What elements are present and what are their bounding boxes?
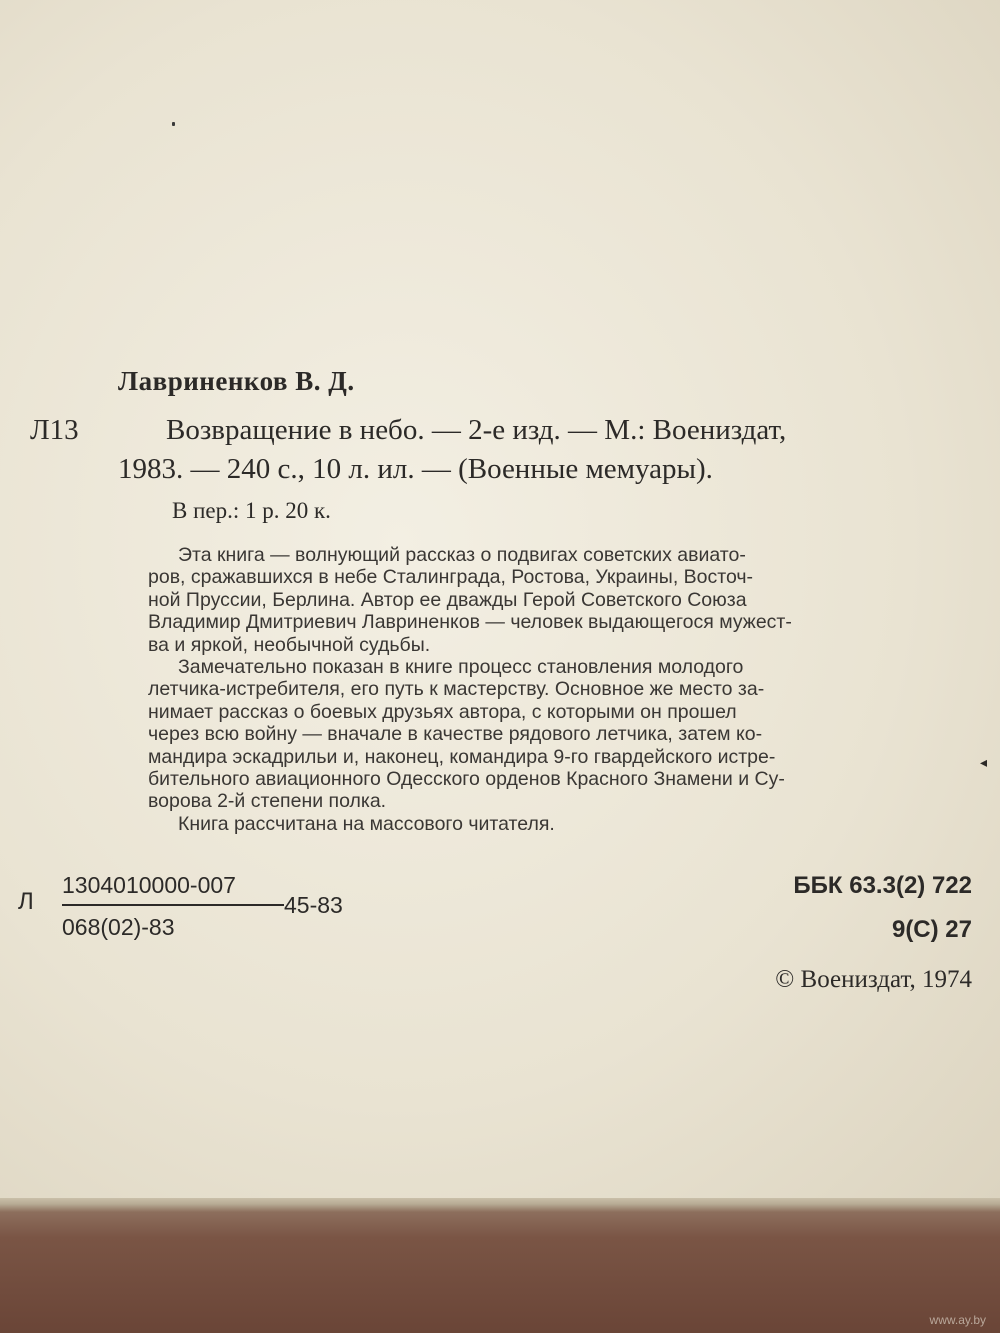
index-denominator: 068(02)-83 bbox=[62, 914, 175, 940]
annotation bbox=[148, 544, 968, 835]
annotation-paragraph-2 bbox=[148, 656, 968, 813]
shelfmark-code: Л13 bbox=[30, 414, 79, 446]
index-suffix: 45-83 bbox=[284, 892, 343, 918]
title-line-2: 1983. — 240 с., 10 л. ил. — (Военные мемуары). bbox=[118, 453, 713, 485]
annotation-line: нимает рассказ о боевых друзьях автора, с которыми он прошел bbox=[148, 700, 737, 723]
annotation-line: Эта книга — волнующий рассказ о подвигах советских авиато- bbox=[178, 544, 746, 566]
index-letter: Л bbox=[18, 888, 34, 915]
annotation-line: Замечательно показан в книге процесс становления молодого bbox=[178, 656, 744, 679]
index-numerator: 1304010000-007 bbox=[62, 872, 236, 898]
bbk-code: ББК 63.3(2) 722 bbox=[793, 872, 972, 899]
ink-speck bbox=[172, 122, 175, 126]
author-name: Лавриненков В. Д. bbox=[118, 366, 355, 396]
annotation-paragraph-3 bbox=[178, 813, 968, 835]
bbk-code-2: 9(С) 27 bbox=[891, 916, 972, 943]
title-line-1: Возвращение в небо. — 2-е изд. — М.: Воениздат, bbox=[166, 414, 787, 446]
annotation-paragraph-1 bbox=[148, 544, 968, 656]
annotation-line: ной Пруссии, Берлина. Автор ее дважды Герой Советского Союза bbox=[148, 588, 747, 611]
annotation-line: через всю войну — вначале в качестве рядового летчика, затем ко- bbox=[148, 723, 763, 746]
watermark: www.ay.by bbox=[929, 1313, 986, 1327]
book-cover-edge bbox=[0, 1198, 1000, 1333]
annotation-line: ров, сражавшихся в небе Сталинграда, Ростова, Украины, Восточ- bbox=[148, 566, 754, 589]
price-line: В пер.: 1 р. 20 к. bbox=[172, 498, 331, 523]
copyright-line: © Воениздат, 1974 bbox=[775, 966, 972, 993]
fraction-line bbox=[62, 904, 284, 906]
annotation-line: бительного авиационного Одесского орденов Красного Знамени и Су- bbox=[148, 768, 785, 791]
annotation-line: Владимир Дмитриевич Лавриненков — человек выдающегося мужест- bbox=[148, 611, 792, 634]
annotation-line: ва и яркой, необычной судьбы. bbox=[148, 633, 431, 656]
annotation-line: ворова 2-й степени полка. bbox=[148, 790, 387, 813]
margin-mark: ◂ bbox=[980, 754, 988, 770]
annotation-line: Книга рассчитана на массового читателя. bbox=[178, 812, 555, 835]
annotation-line: летчика-истребителя, его путь к мастерству. Основное же место за- bbox=[148, 678, 765, 701]
annotation-line: мандира эскадрильи и, наконец, командира 9-го гвардейского истре- bbox=[148, 745, 776, 768]
